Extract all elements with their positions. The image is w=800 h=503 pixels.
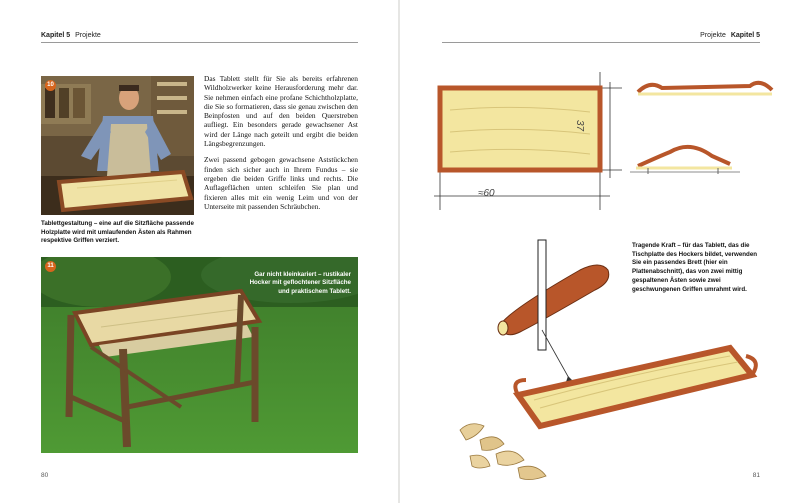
photo-number-badge: 10	[45, 80, 56, 91]
running-head-left	[41, 32, 101, 39]
chapter-label: Kapitel 5	[41, 32, 71, 39]
header-rule	[41, 42, 358, 43]
chapter-label: Kapitel 5	[730, 32, 760, 39]
page-number-right: 81	[752, 472, 760, 479]
page-number-left: 80	[41, 472, 49, 479]
section-label: Projekte	[700, 32, 726, 39]
section-label: Projekte	[75, 32, 101, 39]
width-dimension-label: ≈60	[478, 188, 495, 199]
running-head-right	[700, 32, 760, 39]
photo-11-caption: Gar nicht kleinkariert – rustikaler Hocker mit geflochtener Sitzfläche und praktischem Tablett.	[249, 271, 351, 295]
stool-photo	[41, 257, 358, 453]
photo-number-badge: 11	[45, 261, 56, 272]
left-page	[0, 0, 398, 503]
body-paragraph: Zwei passend gebogen gewachsene Aststückchen finden sich sicher auch in Ihrem Fundus – sie ergeben die beiden Griffe links und rechts. Die Auflageflächen unten schleifen Sie plan und fixieren alles mit ein wenig Leim und von der Unterseite mit passenden Schräubchen.	[204, 155, 358, 211]
header-rule	[442, 42, 760, 43]
tray-dimension-sketch	[400, 60, 800, 230]
workshop-photo	[41, 76, 194, 215]
right-page	[400, 0, 800, 503]
body-text	[204, 74, 358, 218]
sketch-caption: Tragende Kraft – für das Tablett, das die Tischplatte des Hockers bildet, verwenden Sie ein passendes Brett (hier ein Plattenabschnitt), das von zwei mittig gespaltenen Ästen sowie zwei geschwungenen Griffen umrahmt wird.	[632, 242, 758, 293]
photo-10-caption: Tablettgestaltung – eine auf die Sitzfläche passende Holzplatte wird mit umlaufenden Ästen als Rahmen respektive Griffen verziert.	[41, 220, 194, 244]
body-paragraph: Das Tablett stellt für Sie als bereits erfahrenen Wildholzwerker keine Herausforderung mehr dar. Sie nehmen einfach eine profane Schichtholzplatte, die Sie so formatieren, dass sie genau zwischen den Beinpfosten und auf den beiden Querstreben aufliegt. Ein besonders gerade gewachsener Ast wird der Länge nach geteilt und ergibt die beiden Längsbegrenzungen.	[204, 74, 358, 149]
workshop-photo-image	[41, 76, 194, 215]
height-dimension-label: 37	[574, 120, 585, 132]
